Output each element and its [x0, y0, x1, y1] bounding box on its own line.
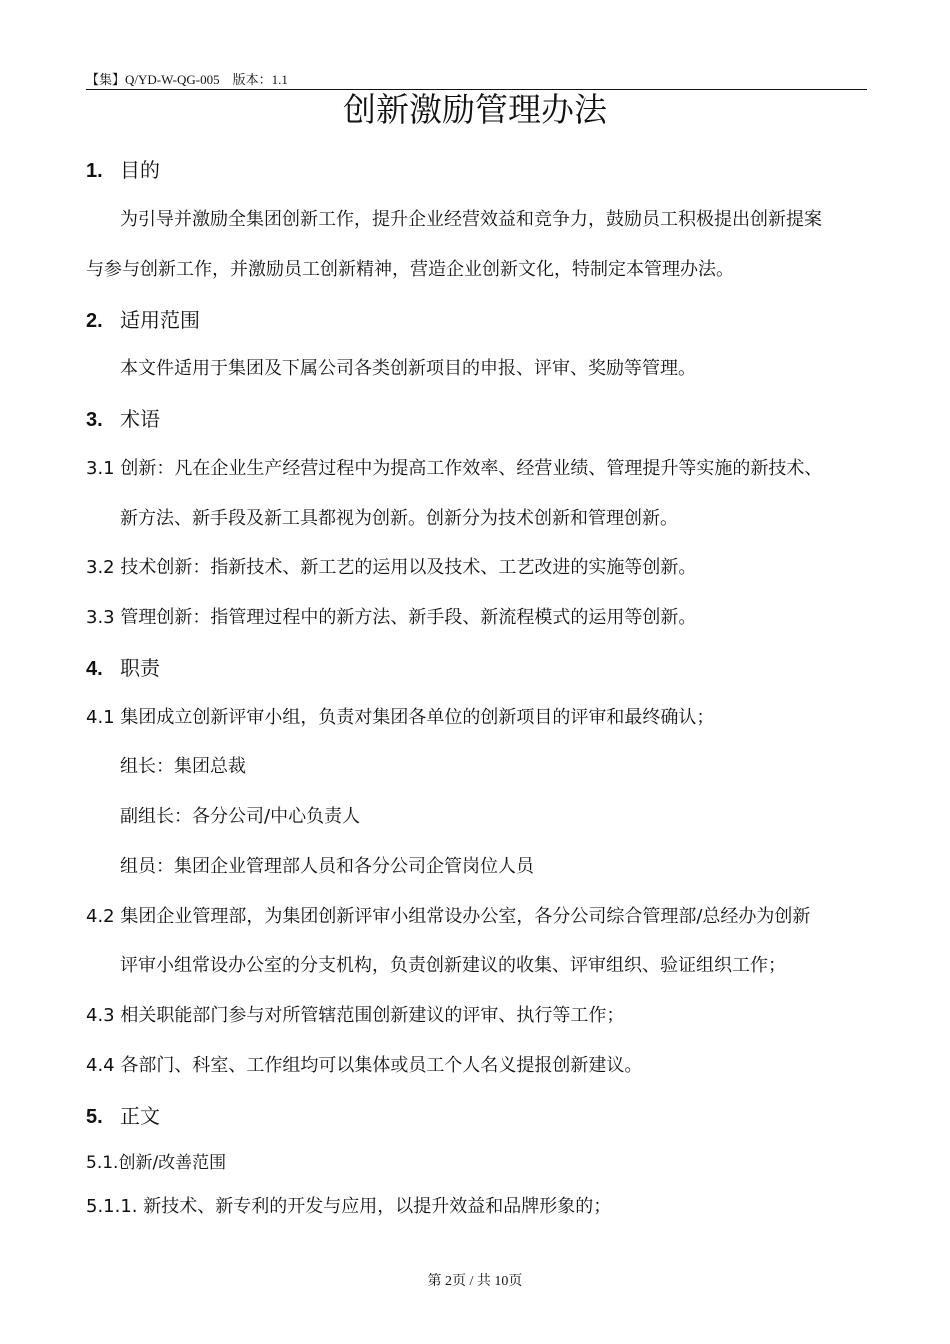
section-heading-responsibilities	[86, 655, 160, 682]
clause-line: 新方法、新手段及新工具都视为创新。创新分为技术创新和管理创新。	[120, 508, 678, 529]
page-title: 创新激励管理办法	[343, 90, 607, 129]
section-title: 正文	[120, 1104, 160, 1128]
subsection-heading: 5.1.创新/改善范围	[86, 1153, 227, 1173]
section-title: 职责	[120, 656, 160, 680]
clause-line: 副组长：各分公司/中心负责人	[120, 806, 361, 827]
clause-line: 4.4 各部门、科室、工作组均可以集体或员工个人名义提报创新建议。	[86, 1055, 643, 1076]
clause-line: 评审小组常设办公室的分支机构，负责创新建议的收集、评审组织、验证组织工作；	[120, 955, 786, 976]
paragraph-line: 为引导并激励全集团创新工作，提升企业经营效益和竞争力，鼓励员工积极提出创新提案	[120, 209, 822, 230]
section-heading-terms	[86, 406, 160, 433]
section-title: 适用范围	[120, 308, 200, 332]
page-number: 第 2页 / 共 10页	[427, 1274, 523, 1289]
clause-line: 4.1 集团成立创新评审小组，负责对集团各单位的创新项目的评审和最终确认；	[86, 707, 715, 728]
section-title: 术语	[120, 407, 160, 431]
clause-line: 4.2 集团企业管理部，为集团创新评审小组常设办公室，各分公司综合管理部/总经办为创新	[86, 906, 811, 927]
clause-line: 组长：集团总裁	[120, 756, 246, 777]
clause-line: 4.3 相关职能部门参与对所管辖范围创新建议的评审、执行等工作；	[86, 1005, 625, 1026]
clause-line: 3.2 技术创新：指新技术、新工艺的运用以及技术、工艺改进的实施等创新。	[86, 557, 697, 578]
clause-line: 5.1.1. 新技术、新专利的开发与应用，以提升效益和品牌形象的；	[86, 1196, 612, 1217]
section-title: 目的	[120, 158, 160, 182]
section-number: 4.	[86, 658, 103, 680]
section-heading-body	[86, 1103, 160, 1130]
section-heading-scope	[86, 307, 200, 334]
clause-line: 3.3 管理创新：指管理过程中的新方法、新手段、新流程模式的运用等创新。	[86, 607, 697, 628]
paragraph-line: 与参与创新工作，并激励员工创新精神，营造企业创新文化，特制定本管理办法。	[86, 259, 734, 280]
clause-line: 3.1 创新：凡在企业生产经营过程中为提高工作效率、经营业绩、管理提升等实施的新技术、	[86, 458, 823, 479]
section-number: 2.	[86, 310, 103, 332]
section-number: 3.	[86, 409, 103, 431]
section-number: 1.	[86, 160, 103, 182]
paragraph-line: 本文件适用于集团及下属公司各类创新项目的申报、评审、奖励等管理。	[120, 358, 696, 379]
section-number: 5.	[86, 1106, 103, 1128]
section-heading-purpose	[86, 157, 160, 184]
clause-line: 组员：集团企业管理部人员和各分公司企管岗位人员	[120, 856, 534, 877]
document-header: 【集】Q/YD-W-QG-005 版本：1.1	[86, 72, 288, 87]
